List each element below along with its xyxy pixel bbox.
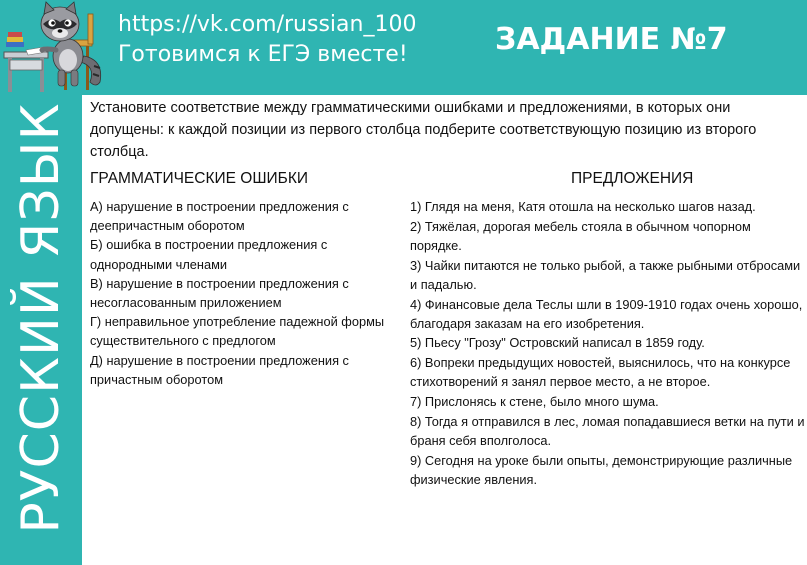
sentence-item-2: 2) Тяжёлая, дорогая мебель стояла в обычном чопорном порядке. (410, 218, 751, 253)
subject-title: РУССКИЙ ЯЗЫК (11, 102, 71, 534)
task-title: ЗАДАНИЕ №7 (495, 22, 728, 57)
sentence-item-9: 9) Сегодня на уроке были опыты, демонстрирующие различные физические явления. (410, 452, 793, 487)
sentence-item-8: 8) Тогда я отправился в лес, ломая попадавшиеся ветки на пути и браня себя вполголоса. (410, 413, 805, 448)
error-item-g: Г) неправильное употребление падежной формы существительного с предлогом (90, 314, 385, 349)
sentence-item-6: 6) Вопреки предыдущих новостей, выяснилось, что на конкурсе стихотворений я занял первое место, а не второе. (410, 355, 791, 390)
error-item-b: Б) ошибка в построении предложения с однородными членами (90, 237, 328, 272)
slogan: Готовимся к ЕГЭ вместе! (118, 42, 408, 67)
sentence-item-5: 5) Пьесу "Грозу" Островский написал в 1859 году. (410, 335, 705, 351)
error-item-a: А) нарушение в построении предложения с деепричастным оборотом (90, 199, 349, 234)
error-item-d: Д) нарушение в построении предложения с причастным оборотом (90, 352, 349, 387)
sentence-item-3: 3) Чайки питаются не только рыбой, а также рыбными отбросами и падалью. (410, 257, 801, 292)
sentence-item-4: 4) Финансовые дела Теслы шли в 1909-1910 годах очень хорошо, благодаря заказам на его изобретения. (410, 296, 803, 331)
error-item-v: В) нарушение в построении предложения с несогласованным приложением (90, 275, 349, 311)
sentences-list (410, 197, 805, 490)
errors-list (90, 197, 395, 389)
sentence-item-7: 7) Прислонясь к стене, было много шума. (410, 394, 659, 410)
errors-column-header: ГРАММАТИЧЕСКИЕ ОШИБКИ (90, 170, 309, 187)
raccoon-mascot-icon (0, 0, 110, 95)
task-instruction: Установите соответствие между грамматическими ошибками и предложениями, в которых они допущены: к каждой позиции из первого столбца подберите соответствующую позицию из второго столбца. (90, 100, 757, 160)
sentence-item-1: 1) Глядя на меня, Катя отошла на несколько шагов назад. (410, 199, 756, 214)
site-url[interactable]: https://vk.com/russian_100 (118, 12, 417, 37)
sentences-column-header: ПРЕДЛОЖЕНИЯ (571, 170, 694, 187)
